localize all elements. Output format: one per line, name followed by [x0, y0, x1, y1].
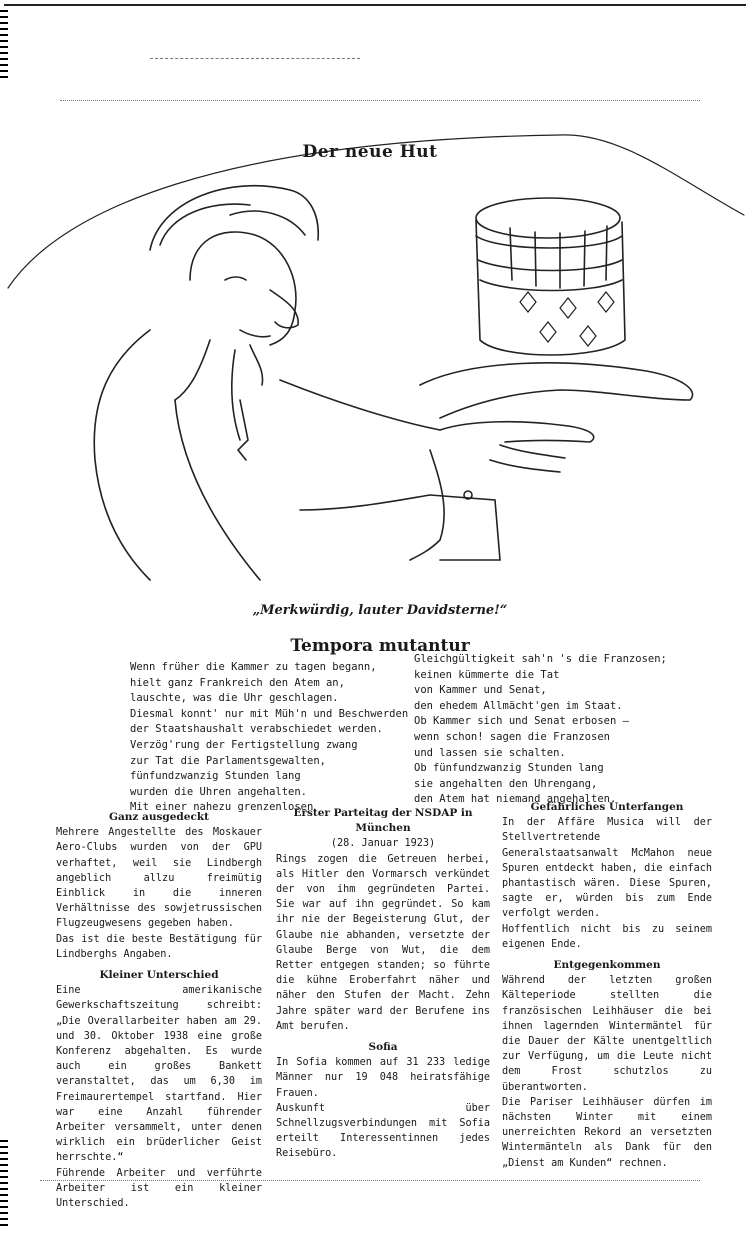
mouth	[240, 330, 270, 337]
face-outline	[190, 232, 296, 345]
poem-line: keinen kümmerte die Tat	[414, 668, 560, 681]
poem-line: Mit einer nahezu grenzenlosen	[130, 801, 314, 814]
cartoon-title: Der neue Hut	[302, 142, 438, 162]
article-heading: Kleiner Unterschied	[99, 969, 219, 982]
article-heading: Erster Parteitag der NSDAP in München	[293, 807, 473, 835]
poem-line: Gleichgültigkeit sah'n 's die Franzosen;	[414, 653, 667, 665]
article-paragraph: Während der letzten großen Kälteperiode stellten die französischen Leihhäuser die bei ihnen lagernden Wintermäntel für die Dauer der Kälte unentgeltlich zur Verfügung, um die Leute nicht dem Frost schutzlos zu überantworten.	[502, 975, 712, 1093]
poem-line: lauschte, was die Uhr geschlagen.	[130, 692, 339, 705]
poem-line: Wenn früher die Kammer zu tagen begann,	[130, 661, 377, 673]
article-paragraph: In Sofia kommen auf 31 233 ledige Männer nur 19 048 heiratsfähige Frauen.	[276, 1057, 490, 1099]
article-paragraph: Führende Arbeiter und verführte Arbeiter ist ein kleiner Unterschied.	[56, 1167, 262, 1210]
hat-crown	[476, 220, 625, 355]
coat-back	[94, 330, 150, 580]
nose	[270, 290, 298, 328]
hand	[440, 422, 594, 442]
poem-line: von Kammer und Senat,	[414, 684, 547, 697]
article-heading: Entgegenkommen	[553, 959, 661, 972]
poem-line: der Staatshaushalt verabschiedet werden.	[130, 723, 383, 736]
bottom-dashes	[40, 1180, 700, 1182]
article-heading: Sofia	[368, 1041, 398, 1054]
cartoon-caption: „Merkwürdig, lauter Davidsterne!“	[252, 603, 508, 618]
poem-line: Ob Kammer sich und Senat erbosen —	[414, 715, 629, 728]
poem-left-column	[130, 660, 408, 816]
article-paragraph: Rings zogen die Getreuen herbei, als Hitler den Vormarsch verkündet der von ihm gegründeten Partei. Sie war auf ihn gegründet. So kam ihr nie der Begeisterung Glut, der Glaube nie abhanden, versetzte der Glaube Berge von Wut, die dem Retter entgegen standen; so führte die kühne Eroberfahrt näher und näher den Stufen der Macht. Zehn Jahre später ward der Berufene ins Amt berufen.	[276, 853, 490, 1032]
top-rule	[4, 4, 746, 6]
cartoon-illustration	[0, 40, 750, 600]
arm-upper	[280, 380, 440, 430]
article-paragraph: Die Pariser Leihhäuser dürfen im nächsten Winter mit einem unerreichten Rekord an versetzten Wintermänteln als Dank für den „Dienst am Kunden“ rechnen.	[502, 1096, 712, 1169]
poem-line: den ehedem Allmächt'gen im Staat.	[414, 699, 623, 712]
poem-line: wurden die Uhren angehalten.	[130, 785, 308, 798]
article-paragraph: In der Affäre Musica will der Stellvertretende Generalstaatsanwalt McMahon neue Spuren entdeckt haben, die einfach phantastisch wären. Diese Spuren, sagte er, würden bis zum Ende verfolgt werden.	[502, 817, 712, 920]
article-heading: Ganz ausgedeckt	[109, 811, 209, 823]
poem-line: Diesmal konnt' nur mit Müh'n und Beschwerden	[130, 707, 409, 720]
right-article-column	[502, 800, 712, 1171]
poem-line: wenn schon! sagen die Franzosen	[414, 730, 610, 743]
hat-top	[476, 198, 620, 238]
poem-line: den Atem hat niemand angehalten.	[414, 793, 617, 806]
poem-line: und lassen sie schalten.	[414, 746, 566, 759]
article-date: (28. Januar 1923)	[330, 838, 436, 850]
hat-brim	[420, 363, 693, 418]
middle-article-column	[276, 806, 490, 1162]
poem-line: Ob fünfundzwanzig Stunden lang	[414, 762, 604, 775]
tie	[238, 400, 248, 460]
left-edge-mark-lower	[0, 1140, 8, 1230]
article-paragraph: Das ist die beste Bestätigung für Lindberghs Angaben.	[56, 933, 262, 960]
poem-title: Tempora mutantur	[290, 636, 470, 656]
article-paragraph: Mehrere Angestellte des Moskauer Aero-Clubs wurden von der GPU verhaftet, weil sie Lindbergh angeblich allzu freimütig Einblick in die inneren Verhältnisse des sowjetrussischen Flugzeugwesens gegeben haben.	[56, 827, 262, 930]
arm-lower	[300, 495, 430, 510]
poem-right-column	[414, 652, 667, 808]
hat-stars	[520, 292, 614, 346]
left-article-column	[56, 810, 262, 1211]
hair-outline	[150, 186, 318, 250]
poem-line: Verzög'rung der Fertigstellung zwang	[130, 738, 358, 751]
article-paragraph: Hoffentlich nicht bis zu seinem eigenen Ende.	[502, 923, 712, 950]
poem-line: hielt ganz Frankreich den Atem an,	[130, 676, 345, 689]
poem-line: zur Tat die Parlamentsgewalten,	[130, 754, 326, 767]
cuff	[410, 450, 444, 560]
article-heading: Gefährliches Unterfangen	[530, 801, 684, 813]
poem-line: fünfundzwanzig Stunden lang	[130, 770, 301, 783]
article-paragraph: Eine amerikanische Gewerkschaftszeitung schreibt: „Die Overallarbeiter haben am 29. und 30. Oktober 1938 eine große Konferenz abgehalten. Es wurde auch ein großes Bankett veranstaltet, das um 6,30 im Freimaurertempel startfand. Hier war eine Anzahl führender Arbeiter versammelt, unter denen wirklich ein brüderlicher Geist herrschte.“	[56, 985, 262, 1164]
poem-line: sie angehalten den Uhrengang,	[414, 777, 598, 790]
article-paragraph: Auskunft über Schnellzugsverbindungen mit Sofia erteilt Interessentinnen jedes Reisebüro.	[276, 1102, 490, 1160]
